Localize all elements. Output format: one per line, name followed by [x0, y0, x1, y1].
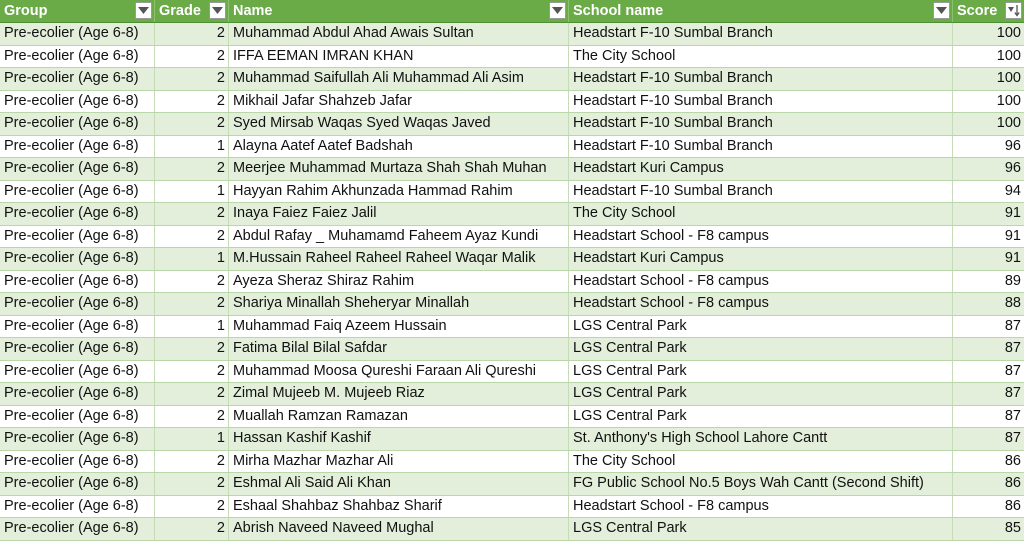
cell-group[interactable]: Pre-ecolier (Age 6-8)	[0, 383, 155, 405]
cell-score[interactable]: 100	[996, 115, 1021, 131]
cell-school[interactable]: FG Public School No.5 Boys Wah Cantt (Second Shift)	[569, 473, 953, 495]
cell-score[interactable]: 85	[1004, 520, 1021, 536]
cell-school[interactable]: LGS Central Park	[569, 518, 953, 540]
cell-school[interactable]: The City School	[569, 203, 953, 225]
cell-school[interactable]: Headstart School - F8 campus	[569, 496, 953, 518]
table-row	[0, 383, 1024, 406]
cell-score[interactable]: 87	[1004, 407, 1021, 424]
filter-dropdown-icon[interactable]	[549, 2, 566, 19]
cell-name[interactable]: Hayyan Rahim Akhunzada Hammad Rahim	[229, 181, 569, 203]
cell-grade[interactable]: 2	[155, 226, 229, 248]
table-body	[0, 23, 1024, 541]
cell-grade[interactable]: 2	[155, 271, 229, 293]
cell-grade[interactable]: 2	[155, 451, 229, 473]
table-row	[0, 316, 1024, 339]
cell-grade[interactable]: 1	[155, 248, 229, 270]
table-row	[0, 496, 1024, 519]
cell-school[interactable]: Headstart F-10 Sumbal Branch	[569, 113, 953, 135]
cell-group[interactable]: Pre-ecolier (Age 6-8)	[0, 293, 155, 315]
table-row	[0, 361, 1024, 384]
cell-group[interactable]: Pre-ecolier (Age 6-8)	[0, 248, 155, 270]
table-row	[0, 451, 1024, 474]
cell-score[interactable]: 87	[1004, 317, 1021, 334]
cell-score[interactable]: 96	[1004, 137, 1021, 154]
cell-grade[interactable]: 1	[155, 316, 229, 338]
cell-name[interactable]: IFFA EEMAN IMRAN KHAN	[229, 46, 569, 68]
cell-name[interactable]: Muhammad Moosa Qureshi Faraan Ali Qureshi	[229, 361, 569, 383]
cell-score[interactable]: 100	[996, 47, 1021, 64]
cell-group[interactable]: Pre-ecolier (Age 6-8)	[0, 428, 155, 450]
cell-grade[interactable]: 1	[155, 136, 229, 158]
cell-name[interactable]: Inaya Faiez Faiez Jalil	[229, 203, 569, 225]
cell-school[interactable]: LGS Central Park	[569, 338, 953, 360]
cell-name[interactable]: Alayna Aatef Aatef Badshah	[229, 136, 569, 158]
cell-school[interactable]: LGS Central Park	[569, 383, 953, 405]
table-row	[0, 136, 1024, 159]
cell-score[interactable]: 87	[1004, 430, 1021, 446]
cell-score[interactable]: 91	[1004, 205, 1021, 221]
cell-group[interactable]: Pre-ecolier (Age 6-8)	[0, 203, 155, 225]
cell-group[interactable]: Pre-ecolier (Age 6-8)	[0, 271, 155, 293]
cell-school[interactable]: Headstart Kuri Campus	[569, 248, 953, 270]
cell-grade[interactable]: 2	[155, 383, 229, 405]
table-row	[0, 428, 1024, 451]
cell-group[interactable]: Pre-ecolier (Age 6-8)	[0, 158, 155, 180]
cell-group[interactable]: Pre-ecolier (Age 6-8)	[0, 406, 155, 428]
cell-name[interactable]: Eshmal Ali Said Ali Khan	[229, 473, 569, 495]
cell-name[interactable]: Hassan Kashif Kashif	[229, 428, 569, 450]
cell-grade[interactable]: 2	[155, 406, 229, 428]
cell-group[interactable]: Pre-ecolier (Age 6-8)	[0, 23, 155, 45]
cell-grade[interactable]: 2	[155, 338, 229, 360]
cell-grade[interactable]: 2	[155, 518, 229, 540]
cell-name[interactable]: Muallah Ramzan Ramazan	[229, 406, 569, 428]
table-row	[0, 406, 1024, 429]
cell-score[interactable]: 86	[1004, 452, 1021, 469]
cell-score[interactable]: 87	[1004, 362, 1021, 379]
table-row	[0, 68, 1024, 91]
cell-score[interactable]: 86	[1004, 475, 1021, 491]
cell-group[interactable]: Pre-ecolier (Age 6-8)	[0, 338, 155, 360]
cell-school[interactable]: Headstart F-10 Sumbal Branch	[569, 23, 953, 45]
table-row	[0, 203, 1024, 226]
cell-school[interactable]: Headstart F-10 Sumbal Branch	[569, 136, 953, 158]
cell-school[interactable]: Headstart Kuri Campus	[569, 158, 953, 180]
table-row	[0, 158, 1024, 181]
cell-grade[interactable]: 2	[155, 91, 229, 113]
cell-name[interactable]: Muhammad Faiq Azeem Hussain	[229, 316, 569, 338]
cell-group[interactable]: Pre-ecolier (Age 6-8)	[0, 181, 155, 203]
cell-name[interactable]: Eshaal Shahbaz Shahbaz Sharif	[229, 496, 569, 518]
table-row	[0, 46, 1024, 69]
cell-name[interactable]: Syed Mirsab Waqas Syed Waqas Javed	[229, 113, 569, 135]
table-row	[0, 226, 1024, 249]
cell-grade[interactable]: 2	[155, 158, 229, 180]
cell-score[interactable]: 89	[1004, 272, 1021, 289]
column-header-school[interactable]	[569, 0, 953, 22]
column-header-label: Grade	[159, 3, 201, 19]
cell-group[interactable]: Pre-ecolier (Age 6-8)	[0, 68, 155, 90]
column-header-label: School name	[573, 3, 664, 19]
cell-group[interactable]: Pre-ecolier (Age 6-8)	[0, 91, 155, 113]
cell-school[interactable]: Headstart F-10 Sumbal Branch	[569, 68, 953, 90]
cell-group[interactable]: Pre-ecolier (Age 6-8)	[0, 46, 155, 68]
column-header-label: Score	[957, 3, 998, 19]
cell-school[interactable]: LGS Central Park	[569, 361, 953, 383]
filter-dropdown-icon[interactable]	[209, 2, 226, 19]
cell-grade[interactable]: 1	[155, 181, 229, 203]
cell-score[interactable]: 91	[1004, 250, 1021, 266]
cell-school[interactable]: Headstart F-10 Sumbal Branch	[569, 181, 953, 203]
cell-score[interactable]: 96	[1004, 160, 1021, 176]
table-row	[0, 113, 1024, 136]
cell-group[interactable]: Pre-ecolier (Age 6-8)	[0, 136, 155, 158]
column-header-label: Name	[233, 3, 273, 19]
cell-score[interactable]: 86	[1004, 497, 1021, 514]
cell-score[interactable]: 100	[996, 25, 1021, 41]
table-row	[0, 293, 1024, 316]
cell-grade[interactable]: 2	[155, 68, 229, 90]
table-row	[0, 473, 1024, 496]
cell-group[interactable]: Pre-ecolier (Age 6-8)	[0, 496, 155, 518]
cell-name[interactable]: Meerjee Muhammad Murtaza Shah Shah Muhan	[229, 158, 569, 180]
cell-name[interactable]: Mikhail Jafar Shahzeb Jafar	[229, 91, 569, 113]
cell-name[interactable]: Ayeza Sheraz Shiraz Rahim	[229, 271, 569, 293]
table-row	[0, 181, 1024, 204]
cell-grade[interactable]: 2	[155, 23, 229, 45]
cell-name[interactable]: Fatima Bilal Bilal Safdar	[229, 338, 569, 360]
cell-school[interactable]: Headstart F-10 Sumbal Branch	[569, 91, 953, 113]
cell-name[interactable]: Shariya Minallah Sheheryar Minallah	[229, 293, 569, 315]
cell-score[interactable]: 94	[1004, 182, 1021, 199]
cell-school[interactable]: LGS Central Park	[569, 316, 953, 338]
cell-score[interactable]: 88	[1004, 295, 1021, 311]
cell-score[interactable]: 91	[1004, 227, 1021, 244]
table-row	[0, 248, 1024, 271]
cell-name[interactable]: M.Hussain Raheel Raheel Raheel Waqar Malik	[229, 248, 569, 270]
cell-school[interactable]: LGS Central Park	[569, 406, 953, 428]
table-row	[0, 23, 1024, 46]
table-row	[0, 91, 1024, 114]
cell-school[interactable]: The City School	[569, 46, 953, 68]
cell-name[interactable]: Mirha Mazhar Mazhar Ali	[229, 451, 569, 473]
cell-score[interactable]: 87	[1004, 340, 1021, 356]
cell-school[interactable]: Headstart School - F8 campus	[569, 293, 953, 315]
cell-grade[interactable]: 2	[155, 361, 229, 383]
cell-score[interactable]: 100	[996, 92, 1021, 109]
cell-score[interactable]: 87	[1004, 385, 1021, 401]
cell-grade[interactable]: 2	[155, 293, 229, 315]
cell-grade[interactable]: 2	[155, 496, 229, 518]
cell-name[interactable]: Muhammad Saifullah Ali Muhammad Ali Asim	[229, 68, 569, 90]
cell-group[interactable]: Pre-ecolier (Age 6-8)	[0, 226, 155, 248]
table-row	[0, 271, 1024, 294]
cell-score[interactable]: 100	[996, 70, 1021, 86]
column-header-grade[interactable]	[155, 0, 229, 22]
cell-group[interactable]: Pre-ecolier (Age 6-8)	[0, 473, 155, 495]
cell-name[interactable]: Abdul Rafay _ Muhamamd Faheem Ayaz Kundi	[229, 226, 569, 248]
column-header-name[interactable]	[229, 0, 569, 22]
cell-name[interactable]: Zimal Mujeeb M. Mujeeb Riaz	[229, 383, 569, 405]
cell-group[interactable]: Pre-ecolier (Age 6-8)	[0, 451, 155, 473]
cell-group[interactable]: Pre-ecolier (Age 6-8)	[0, 518, 155, 540]
cell-school[interactable]: Headstart School - F8 campus	[569, 226, 953, 248]
column-header-label: Group	[4, 3, 48, 19]
cell-grade[interactable]: 2	[155, 113, 229, 135]
column-header-score[interactable]	[953, 0, 1024, 22]
cell-grade[interactable]: 1	[155, 428, 229, 450]
header-row	[0, 0, 1024, 23]
table-row	[0, 518, 1024, 541]
cell-school[interactable]: St. Anthony's High School Lahore Cantt	[569, 428, 953, 450]
cell-grade[interactable]: 2	[155, 473, 229, 495]
cell-grade[interactable]: 2	[155, 203, 229, 225]
cell-name[interactable]: Abrish Naveed Naveed Mughal	[229, 518, 569, 540]
cell-group[interactable]: Pre-ecolier (Age 6-8)	[0, 316, 155, 338]
cell-group[interactable]: Pre-ecolier (Age 6-8)	[0, 361, 155, 383]
sort-descending-icon[interactable]	[1005, 2, 1022, 19]
cell-group[interactable]: Pre-ecolier (Age 6-8)	[0, 113, 155, 135]
filter-dropdown-icon[interactable]	[135, 2, 152, 19]
cell-grade[interactable]: 2	[155, 46, 229, 68]
filter-dropdown-icon[interactable]	[933, 2, 950, 19]
column-header-group[interactable]	[0, 0, 155, 22]
cell-name[interactable]: Muhammad Abdul Ahad Awais Sultan	[229, 23, 569, 45]
table-row	[0, 338, 1024, 361]
cell-school[interactable]: Headstart School - F8 campus	[569, 271, 953, 293]
cell-school[interactable]: The City School	[569, 451, 953, 473]
